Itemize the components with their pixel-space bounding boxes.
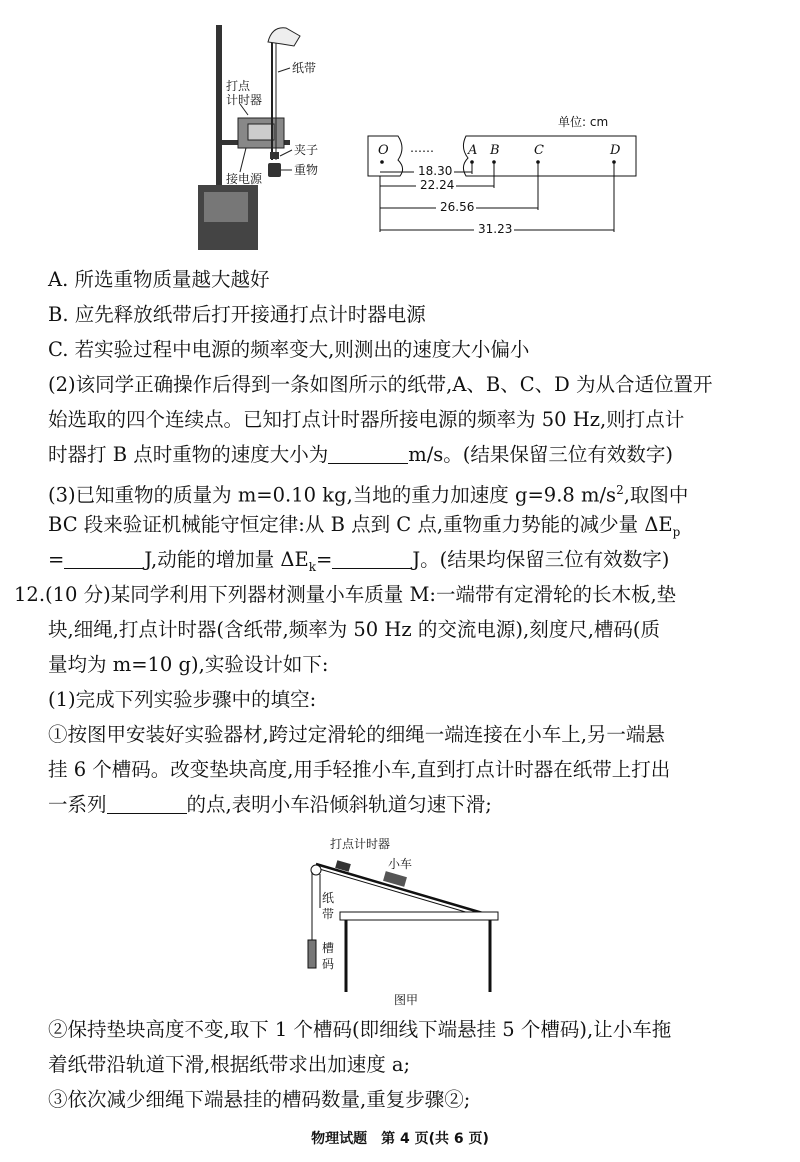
point-b-label: B xyxy=(490,143,500,158)
leader-line xyxy=(280,150,292,156)
text-segment: J。(结果均保留三位有效数字) xyxy=(412,548,670,571)
option-a: A. 所选重物质量越大越好 xyxy=(48,268,270,291)
ellipsis: …… xyxy=(410,141,434,155)
question-number: 12. xyxy=(14,583,46,606)
cart-label: 小车 xyxy=(388,857,413,871)
superscript: 2 xyxy=(616,483,624,497)
text-segment: 的点,表明小车沿倾斜轨道匀速下滑; xyxy=(186,793,492,816)
q12-line4: (1)完成下列实验步骤中的填空: xyxy=(48,688,317,711)
text-segment: m/s。(结果保留三位有效数字) xyxy=(408,443,674,466)
point-c-label: C xyxy=(534,143,544,158)
incline-board-lower xyxy=(316,868,486,918)
weights-label-1: 槽 xyxy=(322,941,335,955)
tape-label-1: 纸 xyxy=(322,891,335,905)
weights-label-2: 码 xyxy=(322,957,335,971)
paper-tape-figure xyxy=(360,108,640,238)
text-segment: (3)已知重物的质量为 m=0.10 kg,当地的重力加速度 g=9.8 m/s xyxy=(48,483,617,507)
subscript: k xyxy=(308,559,317,574)
timer-label: 打点计时器 xyxy=(330,837,391,851)
q11-part3-line3 xyxy=(48,547,778,580)
q12-step3-line1: ③依次减少细绳下端悬挂的槽码数量,重复步骤②; xyxy=(48,1088,471,1111)
power-label: 接电源 xyxy=(226,172,263,186)
q12-step1-line1: ①按图甲安装好实验器材,跨过定滑轮的细绳一端连接在小车上,另一端悬 xyxy=(48,723,665,746)
point-a-label: A xyxy=(468,143,478,158)
timer-inner xyxy=(248,124,274,140)
timer-label-1: 打点 xyxy=(226,79,251,93)
text-segment: (10 分)某同学利用下列器材测量小车质量 M:一端带有定滑轮的长木板,垫 xyxy=(45,583,677,606)
q12-step2-line1: ②保持垫块高度不变,取下 1 个槽码(即细线下端悬挂 5 个槽码),让小车拖 xyxy=(48,1018,672,1041)
figure-caption: 图甲 xyxy=(394,993,419,1007)
distance-od: 31.23 xyxy=(478,222,513,236)
text-segment: BC 段来验证机械能守恒定律:从 B 点到 C 点,重物重力势能的减少量 ΔE xyxy=(48,513,673,536)
answer-blank[interactable] xyxy=(64,550,144,569)
timer-label-2: 计时器 xyxy=(226,93,263,107)
leader-line xyxy=(278,68,290,72)
point-o-label: O xyxy=(378,143,389,158)
q11-part3-line1 xyxy=(48,477,778,509)
tape-label-2: 带 xyxy=(322,907,335,921)
option-c: C. 若实验过程中电源的频率变大,则测出的速度大小偏小 xyxy=(48,338,530,361)
page-footer: 物理试题 第 4 页(共 6 页) xyxy=(311,1131,489,1147)
text-segment: 时器打 B 点时重物的速度大小为 xyxy=(48,443,329,466)
table-top xyxy=(340,912,498,920)
point-o-dot xyxy=(380,160,384,164)
hanging-weights xyxy=(308,940,316,968)
q12-line1 xyxy=(14,582,784,608)
incline-board xyxy=(316,864,486,914)
answer-blank[interactable] xyxy=(328,445,408,464)
q12-line2: 块,细绳,打点计时器(含纸带,频率为 50 Hz 的交流电源),刻度尺,槽码(质 xyxy=(48,618,661,641)
base-top xyxy=(204,192,248,222)
incline-setup-figure xyxy=(296,832,516,1010)
answer-blank[interactable] xyxy=(107,795,187,814)
option-b: B. 应先释放纸带后打开接通打点计时器电源 xyxy=(48,303,426,326)
q11-part2-line1: (2)该同学正确操作后得到一条如图所示的纸带,A、B、C、D 为从合适位置开 xyxy=(48,373,713,396)
text-segment: J,动能的增加量 ΔE xyxy=(144,548,309,571)
q11-part2-line2: 始选取的四个连续点。已知打点计时器所接电源的频率为 50 Hz,则打点计 xyxy=(48,408,685,431)
clamp-label: 夹子 xyxy=(294,143,319,157)
q12-step1-line3 xyxy=(48,792,778,818)
free-fall-apparatus-figure xyxy=(190,20,350,250)
q11-part2-line3 xyxy=(48,442,778,468)
q12-step2-line2: 着纸带沿轨道下滑,根据纸带求出加速度 a; xyxy=(48,1053,411,1076)
tape-label: 纸带 xyxy=(292,61,317,75)
weight-block xyxy=(268,163,281,177)
point-d-label: D xyxy=(610,143,621,158)
q12-step1-line2: 挂 6 个槽码。改变垫块高度,用手轻推小车,直到打点计时器在纸带上打出 xyxy=(48,758,671,781)
distance-oc: 26.56 xyxy=(440,200,475,214)
clip xyxy=(270,152,279,159)
distance-ob: 22.24 xyxy=(420,178,455,192)
text-segment: ,取图中 xyxy=(623,483,689,507)
leader-line xyxy=(240,148,246,172)
answer-blank[interactable] xyxy=(332,550,412,569)
q11-part3-line2 xyxy=(48,512,778,545)
text-segment: 一系列 xyxy=(48,793,107,816)
subscript: p xyxy=(672,524,681,539)
q12-line3: 量均为 m=10 g),实验设计如下: xyxy=(48,653,329,676)
distance-oa: 18.30 xyxy=(418,164,453,178)
unit-label: 单位: cm xyxy=(558,115,609,129)
weight-label: 重物 xyxy=(294,163,319,177)
text-segment: = xyxy=(48,548,65,571)
text-segment: = xyxy=(316,548,333,571)
